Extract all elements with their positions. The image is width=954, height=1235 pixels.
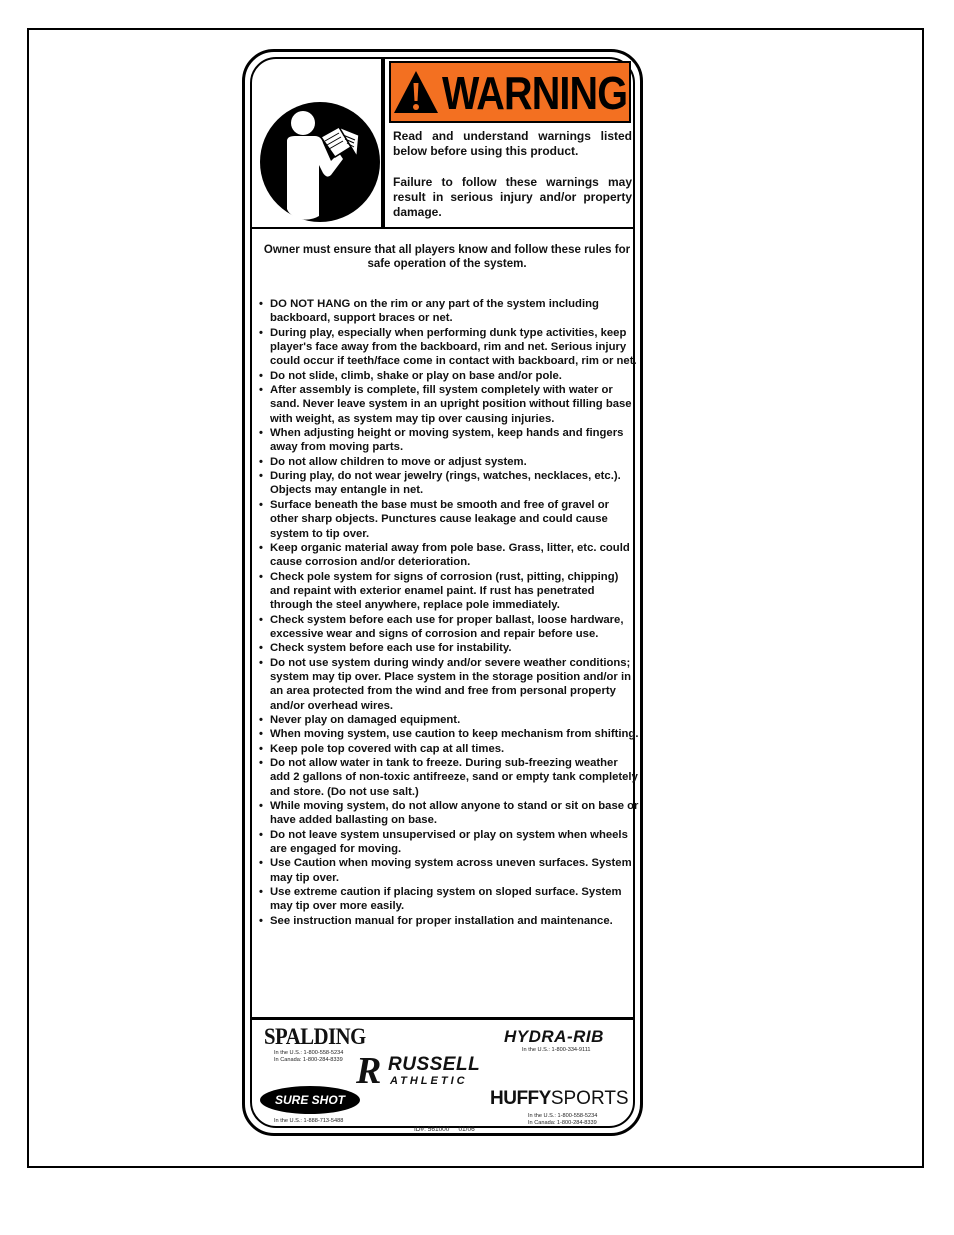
list-item: • Use extreme caution if placing system on sloped surface. System may tip over more easily.: [255, 885, 639, 914]
label-id: ID#: 561000 01/06: [414, 1126, 475, 1133]
huffy-word: HUFFY: [490, 1088, 551, 1109]
list-item: • See instruction manual for proper installation and maintenance.: [255, 914, 639, 928]
warning-triangle-icon: [393, 69, 439, 115]
list-item: • Do not use system during windy and/or severe weather conditions; system may tip over. Place system in the storage position and/or in an area protected from the wind and free from personal property and/or overhead wires.: [255, 656, 639, 713]
huffy-canada-phone: In Canada: 1-800-284-8339: [528, 1120, 597, 1126]
list-item: • Check pole system for signs of corrosion (rust, pitting, chipping) and repaint with exterior enamel paint. If rust has penetrated through the steel anywhere, replace pole immediately.: [255, 570, 639, 613]
athletic-word: ATHLETIC: [390, 1075, 468, 1087]
russell-r-mark: R: [356, 1050, 382, 1092]
sure-shot-logo: [260, 1086, 360, 1114]
read-manual-icon: [259, 101, 381, 223]
hydra-rib-us-phone: In the U.S.: 1-800-334-9111: [522, 1047, 591, 1053]
warning-instruction-read: Read and understand warnings listed below before using this product.: [393, 129, 632, 158]
warning-instructions: [393, 129, 632, 236]
russell-word: RUSSELL: [388, 1054, 481, 1075]
safety-rules-list: [255, 297, 639, 928]
spalding-canada-phone: In Canada: 1-800-284-8339: [274, 1057, 343, 1063]
list-item: • During play, do not wear jewelry (rings, watches, necklaces, etc.). Objects may entangle in net.: [255, 469, 639, 498]
list-item: • Do not allow children to move or adjust system.: [255, 455, 639, 469]
hydra-rib-logo: HYDRA-RIB: [504, 1027, 604, 1046]
list-item: • Keep organic material away from pole base. Grass, litter, etc. could cause corrosion and/or deterioration.: [255, 541, 639, 570]
read-manual-icon-box: [252, 59, 385, 227]
huffy-sports-logo: [490, 1088, 629, 1110]
warning-instruction-failure: Failure to follow these warnings may result in serious injury and/or property damage.: [393, 175, 632, 219]
sure-shot-wordmark: SURE SHOT: [274, 1093, 345, 1107]
list-item: • Do not allow water in tank to freeze. During sub-freezing weather add 2 gallons of non-toxic antifreeze, sand or empty tank completely and store. (Do not use salt.): [255, 756, 639, 799]
list-item: • When moving system, use caution to keep mechanism from shifting.: [255, 727, 639, 741]
label-inner-border: [250, 57, 639, 1133]
label-header: [252, 59, 633, 229]
list-item: • Do not leave system unsupervised or play on system when wheels are engaged for moving.: [255, 828, 639, 857]
brand-footer: [252, 1020, 633, 1140]
list-item: • During play, especially when performing dunk type activities, keep player's face away from the backboard, rim and net. Serious injury could occur if teeth/face come in contact with backboard, rim or net.: [255, 326, 639, 369]
list-item: • While moving system, do not allow anyone to stand or sit on base or have added ballasting on base.: [255, 799, 639, 828]
list-item: • After assembly is complete, fill system completely with water or sand. Never leave system in an upright position without filling base with weight, as system may tip over causing injuries.: [255, 383, 639, 426]
warning-banner: [389, 61, 631, 123]
sure-shot-us-phone: In the U.S.: 1-888-713-5488: [274, 1118, 344, 1124]
huffy-us-phone: In the U.S.: 1-800-558-5234: [528, 1113, 598, 1119]
list-item: • When adjusting height or moving system, keep hands and fingers away from moving parts.: [255, 426, 639, 455]
list-item: • Check system before each use for proper ballast, loose hardware, excessive wear and signs of corrosion and repair before use.: [255, 613, 639, 642]
list-item: • Never play on damaged equipment.: [255, 713, 639, 727]
spalding-us-phone: In the U.S.: 1-800-558-5234: [274, 1050, 344, 1056]
owner-rules-intro: Owner must ensure that all players know and follow these rules for safe operation of the system.: [263, 244, 631, 270]
list-item: • Use Caution when moving system across uneven surfaces. System may tip over.: [255, 856, 639, 885]
list-item: • Keep pole top covered with cap at all times.: [255, 742, 639, 756]
list-item: • Check system before each use for instability.: [255, 641, 639, 655]
warning-title: WARNING: [442, 67, 628, 119]
spalding-logo: SPALDING: [264, 1024, 366, 1049]
list-item: • DO NOT HANG on the rim or any part of the system including backboard, support braces or net.: [255, 297, 639, 326]
list-item: • Surface beneath the base must be smooth and free of gravel or other sharp objects. Punctures cause leakage and could cause system to tip over.: [255, 498, 639, 541]
sports-word: SPORTS: [550, 1088, 629, 1109]
warning-label: [242, 49, 643, 1136]
list-item: • Do not slide, climb, shake or play on base and/or pole.: [255, 369, 639, 383]
